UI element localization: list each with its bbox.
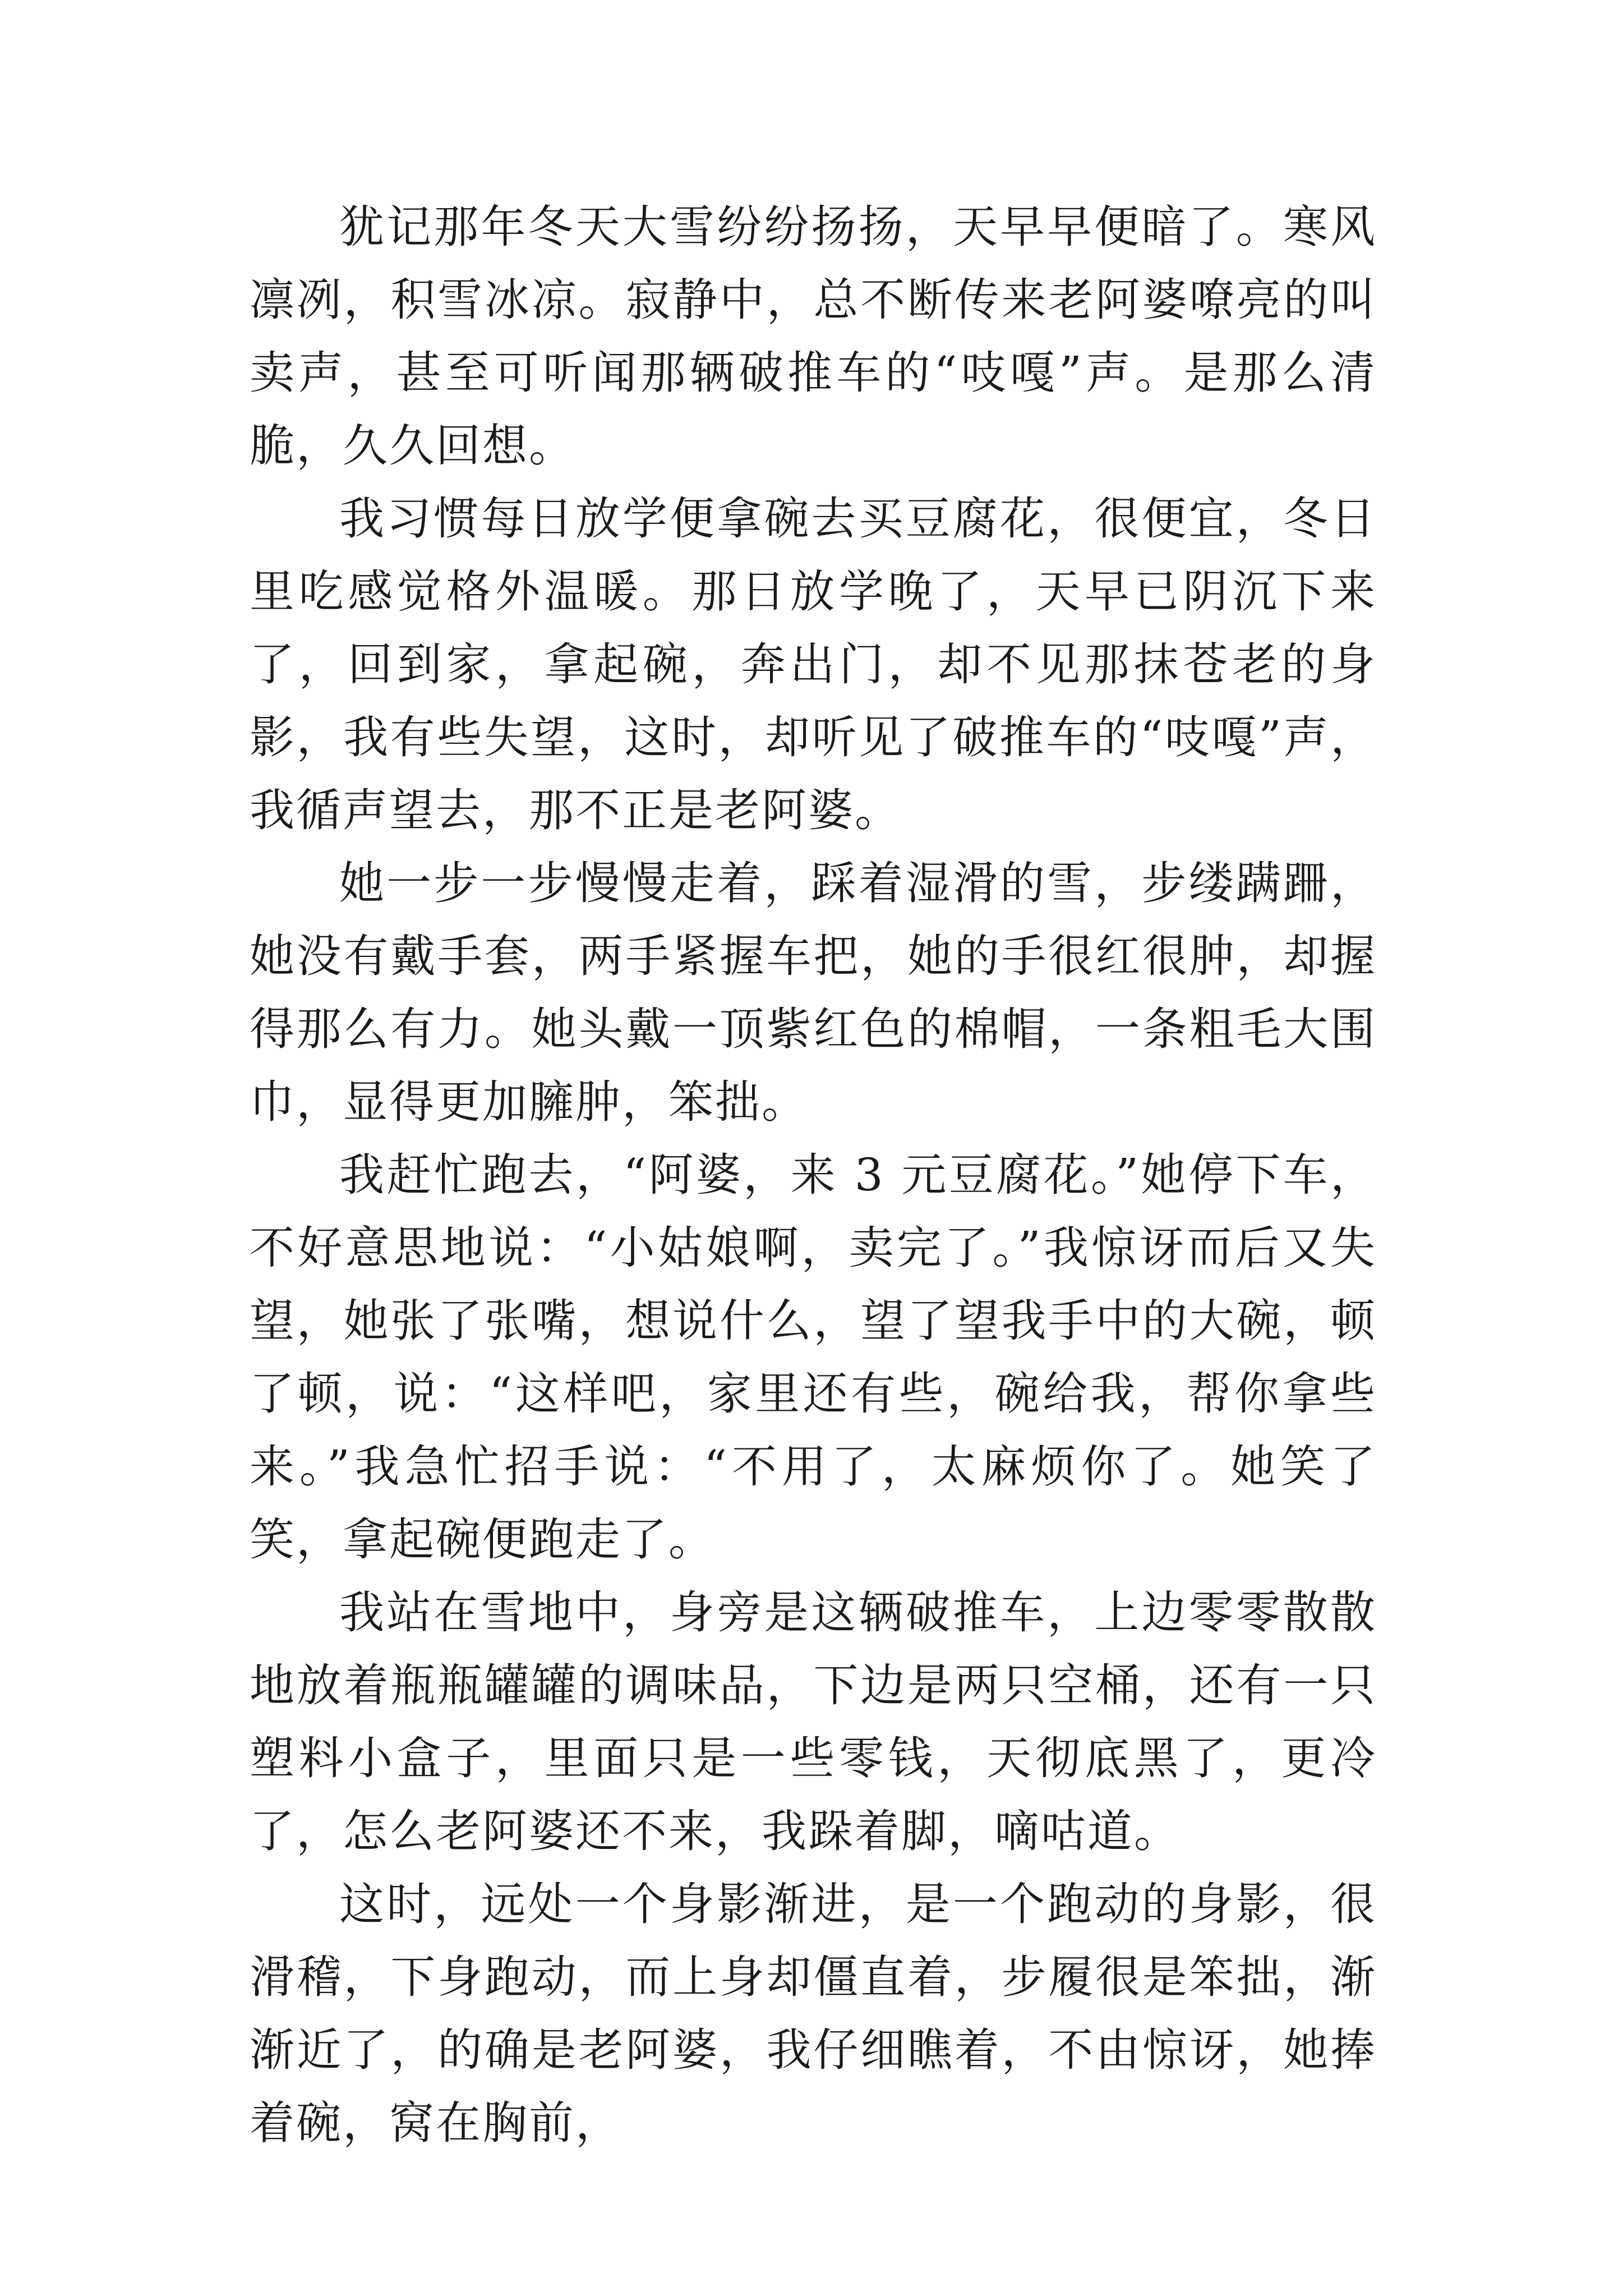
paragraph-3: 她一步一步慢慢走着，踩着湿滑的雪，步缕蹒跚，她没有戴手套，两手紧握车把，她的手很红很肿，却握得那么有力。她头戴一顶紫红色的棉帽，一条粗毛大围巾，显得更加臃肿，笨拙。 (250, 857, 1377, 1128)
paragraph-5: 我站在雪地中，身旁是这辆破推车，上边零零散散地放着瓶瓶罐罐的调味品，下边是两只空桶，还有一只塑料小盒子，里面只是一些零钱，天彻底黑了，更冷了，怎么老阿婆还不来，我跺着脚，嘀咕道。 (250, 1586, 1377, 1857)
paragraph-4: 我赶忙跑去，“阿婆，来 3 元豆腐花。”她停下车，不好意思地说：“小姑娘啊，卖完了。”我惊讶而后又失望，她张了张嘴，想说什么，望了望我手中的大碗，顿了顿，说：“这样吧，家里还有些，碗给我，帮你拿些来。”我急忙招手说：“不用了，太麻烦你了。她笑了笑，拿起碗便跑走了。 (250, 1149, 1377, 1566)
paragraph-2: 我习惯每日放学便拿碗去买豆腐花，很便宜，冬日里吃感觉格外温暖。那日放学晚了，天早已阴沉下来了，回到家，拿起碗，奔出门，却不见那抹苍老的身影，我有些失望，这时，却听见了破推车的“吱嘎”声，我循声望去，那不正是老阿婆。 (250, 493, 1377, 836)
paragraph-1: 犹记那年冬天大雪纷纷扬扬，天早早便暗了。寒风凛冽，积雪冰凉。寂静中，总不断传来老阿婆嘹亮的叫卖声，甚至可听闻那辆破推车的“吱嘎”声。是那么清脆，久久回想。 (250, 201, 1377, 472)
paragraph-6: 这时，远处一个身影渐进，是一个跑动的身影，很滑稽，下身跑动，而上身却僵直着，步履很是笨拙，渐渐近了，的确是老阿婆，我仔细瞧着，不由惊讶，她捧着碗，窝在胸前， (250, 1878, 1377, 2149)
body-text (250, 191, 1377, 2160)
